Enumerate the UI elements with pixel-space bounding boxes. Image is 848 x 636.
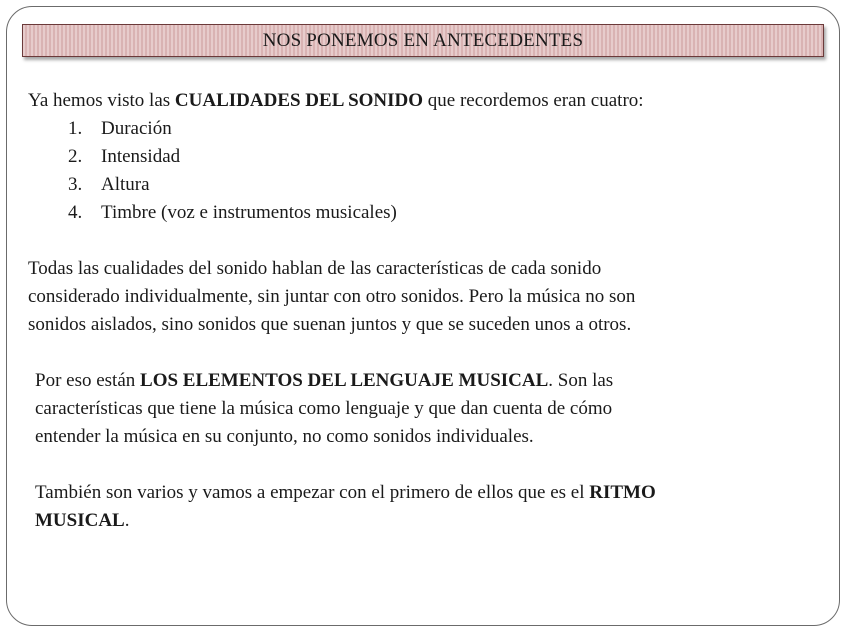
paragraph4-after: . [124,510,130,531]
list-item [68,199,818,227]
paragraph3-before: Por eso están [35,370,141,391]
list-label: Timbre (voz e instrumentos musicales) [101,202,397,223]
list-number: 3. [68,174,83,195]
intro-paragraph [28,87,818,115]
list-number: 1. [68,118,83,139]
list-item [68,115,818,143]
paragraph4-bold2: MUSICAL [35,510,125,531]
title-bar [22,24,824,57]
intro-text-after: que recordemos eran cuatro: [423,90,644,111]
paragraph3-line3: entender la música en su conjunto, no como sonidos individuales. [35,426,534,447]
list-label: Intensidad [101,146,181,167]
paragraph-qualities-description [28,255,818,339]
paragraph-elements [28,367,818,451]
paragraph4-bold1: RITMO [589,482,656,503]
list-item [68,171,818,199]
paragraph2-line2: considerado individualmente, sin juntar con otro sonidos. Pero la música no son [28,286,636,307]
paragraph3-bold: LOS ELEMENTOS DEL LENGUAJE MUSICAL [140,370,549,391]
slide-title: NOS PONEMOS EN ANTECEDENTES [262,29,584,51]
paragraph3-line2: características que tiene la música como lenguaje y que dan cuenta de cómo [35,398,613,419]
qualities-list [28,115,818,227]
paragraph2-line3: sonidos aislados, sino sonidos que suenan juntos y que se suceden unos a otros. [28,314,632,335]
intro-bold: CUALIDADES DEL SONIDO [174,90,424,111]
paragraph4-before: También son varios y vamos a empezar con el primero de ellos que es el [35,482,590,503]
paragraph-ritmo [28,479,818,535]
list-number: 2. [68,146,83,167]
slide-content [28,87,818,535]
paragraph2-line1: Todas las cualidades del sonido hablan de las características de cada sonido [28,258,602,279]
list-label: Duración [101,118,172,139]
paragraph3-after: . Son las [548,370,614,391]
list-item [68,143,818,171]
list-label: Altura [101,174,150,195]
list-number: 4. [68,202,83,223]
intro-text-before: Ya hemos visto las [28,90,175,111]
